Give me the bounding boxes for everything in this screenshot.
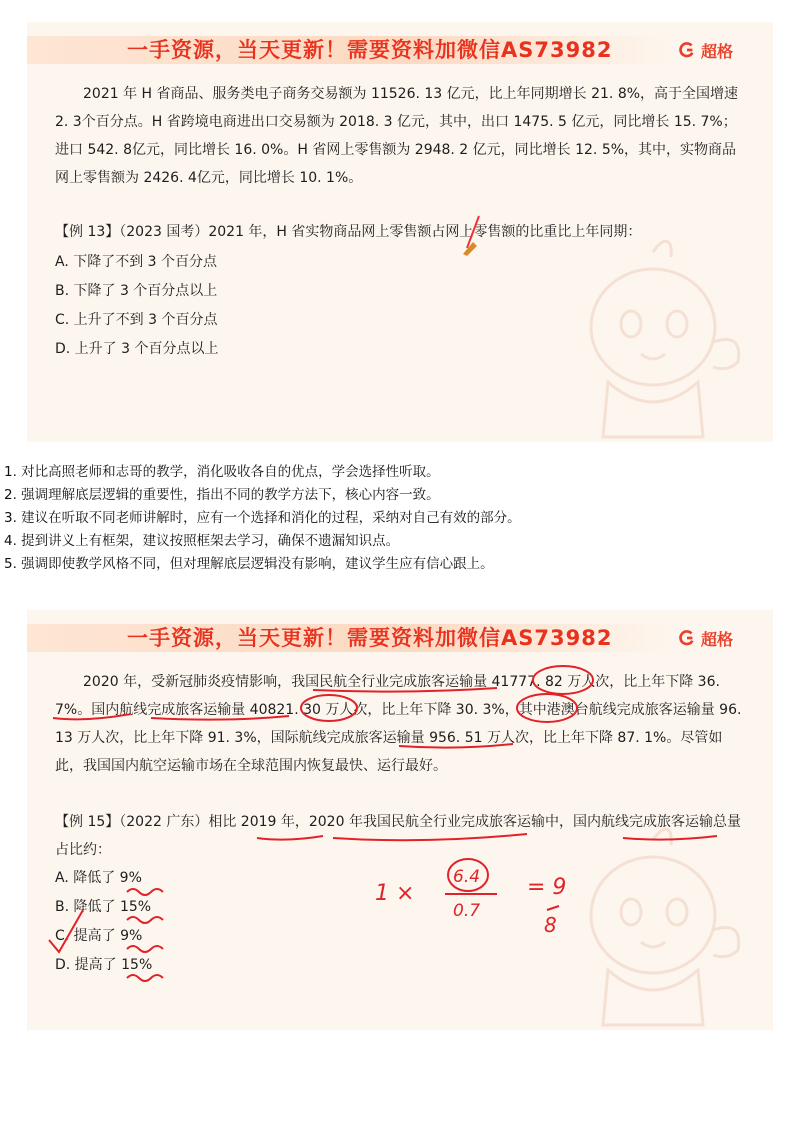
- logo-text: 超格: [700, 629, 733, 649]
- question-stem: 【例 13】（2023 国考）2021 年，H 省实物商品网上零售额占网上零售额的比重比上年同期：: [55, 224, 642, 240]
- answer-options: [55, 248, 219, 364]
- note-item: 5. 强调即使教学风格不同，但对理解底层逻辑没有影响，建议学生应有信心跟上。: [4, 556, 494, 572]
- chaoge-logo-icon: [678, 41, 696, 59]
- mascot-watermark-icon: [553, 232, 753, 442]
- option-a[interactable]: A. 下降了不到 3 个百分点: [55, 254, 218, 270]
- option-a[interactable]: A. 降低了 9%: [55, 870, 142, 886]
- option-b[interactable]: B. 下降了 3 个百分点以上: [55, 283, 218, 299]
- note-item: 3. 建议在听取不同老师讲解时，应有一个选择和消化的过程，采纳对自己有效的部分。: [4, 510, 521, 526]
- logo-text: 超格: [700, 41, 733, 61]
- answer-options: [55, 864, 152, 980]
- calc-numerator: 6.4: [453, 867, 481, 887]
- question-stem: 【例 15】（2022 广东）相比 2019 年，2020 年我国民航全行业完成旅客运输中，国内航线完成旅客运输总量占比约：: [55, 814, 741, 858]
- option-c[interactable]: C. 提高了 9%: [55, 928, 143, 944]
- lecture-notes-list: [4, 461, 784, 576]
- option-b[interactable]: B. 降低了 15%: [55, 899, 152, 915]
- chaoge-logo-icon: [678, 629, 696, 647]
- note-item: 1. 对比高照老师和志哥的教学，消化吸收各自的优点，学会选择性听取。: [4, 464, 440, 480]
- lecture-slide-1: [27, 22, 773, 442]
- calc-left: 1 ×: [375, 881, 415, 906]
- option-c[interactable]: C. 上升了不到 3 个百分点: [55, 312, 218, 328]
- brand-logo: [678, 626, 733, 650]
- banner-text: 一手资源，当天更新！需要资料加微信AS73982: [127, 626, 613, 650]
- calc-denominator: 0.7: [453, 901, 481, 921]
- option-d[interactable]: D. 提高了 15%: [55, 957, 153, 973]
- brand-logo: [678, 38, 733, 62]
- calc-equals: = 9: [527, 875, 567, 900]
- passage-text: 2021 年 H 省商品、服务类电子商务交易额为 11526. 13 亿元，比上年同期增长 21. 8%，高于全国增速 2. 3个百分点。H 省跨境电商进出口交易额为 2018. 3 亿元，其中，出口 1475. 5 亿元，同比增长 15. 7%；进口 542. 8亿元，同比增长 16. 0%。H 省网上零售额为 2948. 2 亿元，同比增长 12. 5%，其中，实物商品网上零售额为 2426. 4亿元，同比增长 10. 1%。: [55, 86, 739, 186]
- slide-banner: [27, 32, 773, 68]
- calc-below: 8: [544, 913, 557, 937]
- note-item: 2. 强调理解底层逻辑的重要性，指出不同的教学方法下，核心内容一致。: [4, 487, 440, 503]
- slide-banner: [27, 620, 773, 656]
- lecture-slide-2: [27, 610, 773, 1030]
- banner-text: 一手资源，当天更新！需要资料加微信AS73982: [127, 38, 613, 62]
- passage-text: 2020 年，受新冠肺炎疫情影响，我国民航全行业完成旅客运输量 41777. 82 万人次，比上年下降 36. 7%。国内航线完成旅客运输量 40821. 30 万人次，比上年下降 30. 3%，其中港澳台航线完成旅客运输量 96. 13 万人次，比上年下降 91. 3%，国际航线完成旅客运输量 956. 51 万人次，比上年下降 87. 1%。尽管如此，我国国内航空运输市场在全球范围内恢复最快、运行最好。: [55, 674, 742, 774]
- option-d[interactable]: D. 上升了 3 个百分点以上: [55, 341, 219, 357]
- note-item: 4. 提到讲义上有框架，建议按照框架去学习，确保不遗漏知识点。: [4, 533, 400, 549]
